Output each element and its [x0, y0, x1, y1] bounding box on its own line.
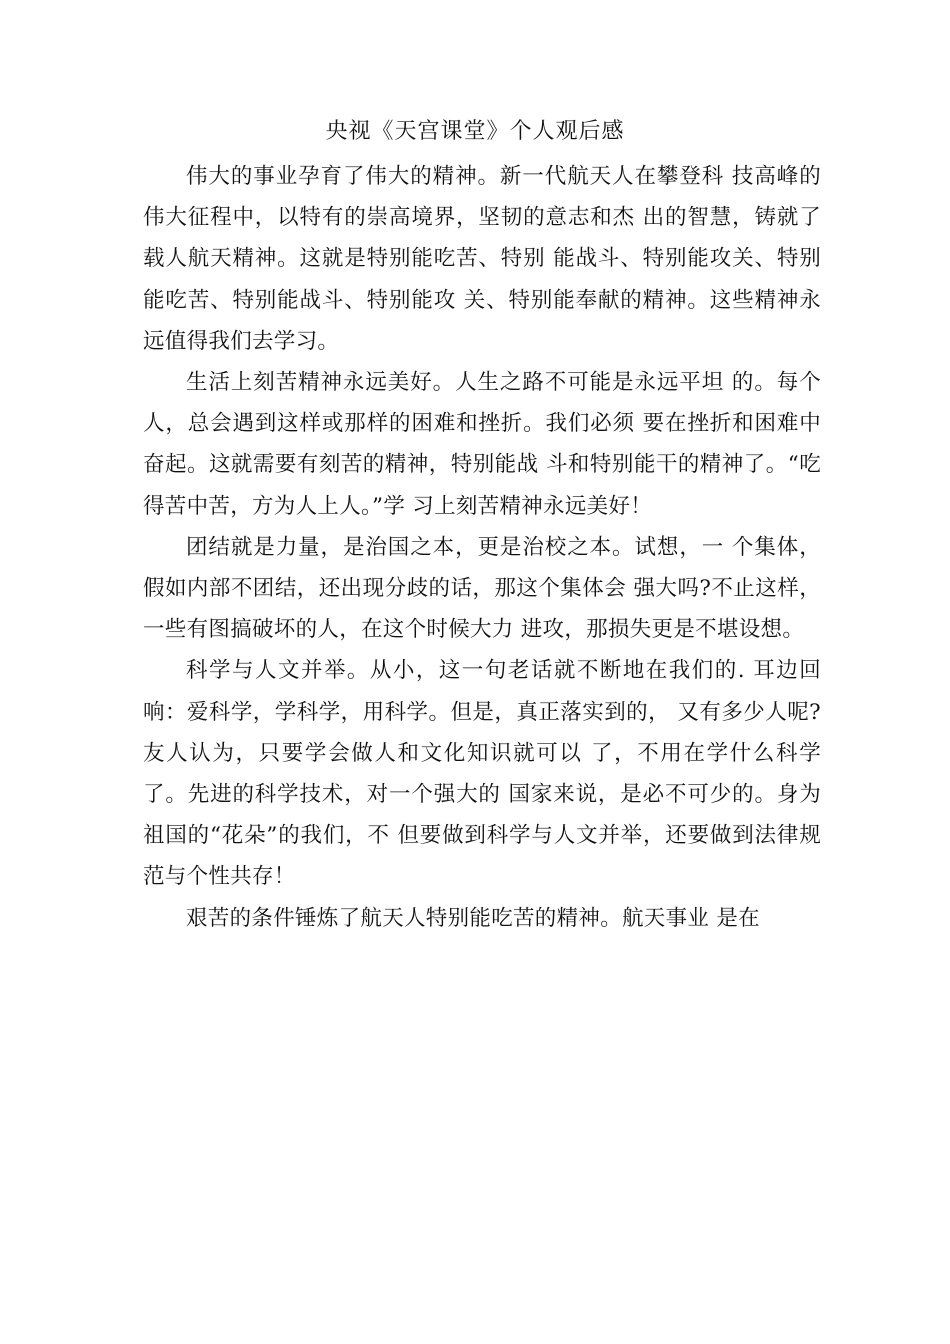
paragraph-2: 生活上刻苦精神永远美好。人生之路不可能是永远平坦 的。每个人，总会遇到这样或那样的困难和挫折。我们必须 要在挫折和困难中奋起。这就需要有刻苦的精神，特别能战 斗和特别能干的精神了。“吃得苦中苦，方为人上人。”学 习上刻苦精神永远美好！ [143, 370, 821, 519]
paragraph-1: 伟大的事业孕育了伟大的精神。新一代航天人在攀登科 技高峰的伟大征程中，以特有的崇高境界，坚韧的意志和杰 出的智慧，铸就了载人航天精神。这就是特别能吃苦、特别 能战斗、特别能攻关、特别能吃苦、特别能战斗、特别能攻 关、特别能奉献的精神。这些精神永远值得我们去学习。 [143, 164, 821, 354]
paragraph-5: 艰苦的条件锤炼了航天人特别能吃苦的精神。航天事业 是在 [186, 905, 760, 931]
document-body [143, 156, 821, 939]
paragraph-3: 团结就是力量，是治国之本，更是治校之本。试想，一 个集体，假如内部不团结，还出现分歧的话，那这个集体会 强大吗?不止这样，一些有图搞破坏的人，在这个时候大力 进攻，那损失更是不堪设想。 [143, 534, 821, 643]
paragraph-4: 科学与人文并举。从小，这一句老话就不断地在我们的. 耳边回响：爱科学，学科学，用科学。但是，真正落实到的， 又有多少人呢?友人认为，只要学会做人和文化知识就可以 了，不用在学什么科学了。先进的科学技术，对一个强大的 国家来说，是必不可少的。身为祖国的“花朵”的我们，不 但要做到科学与人文并举，还要做到法律规范与个性共存！ [143, 658, 821, 890]
document-title: 央视《天宫课堂》个人观后感 [325, 119, 625, 144]
